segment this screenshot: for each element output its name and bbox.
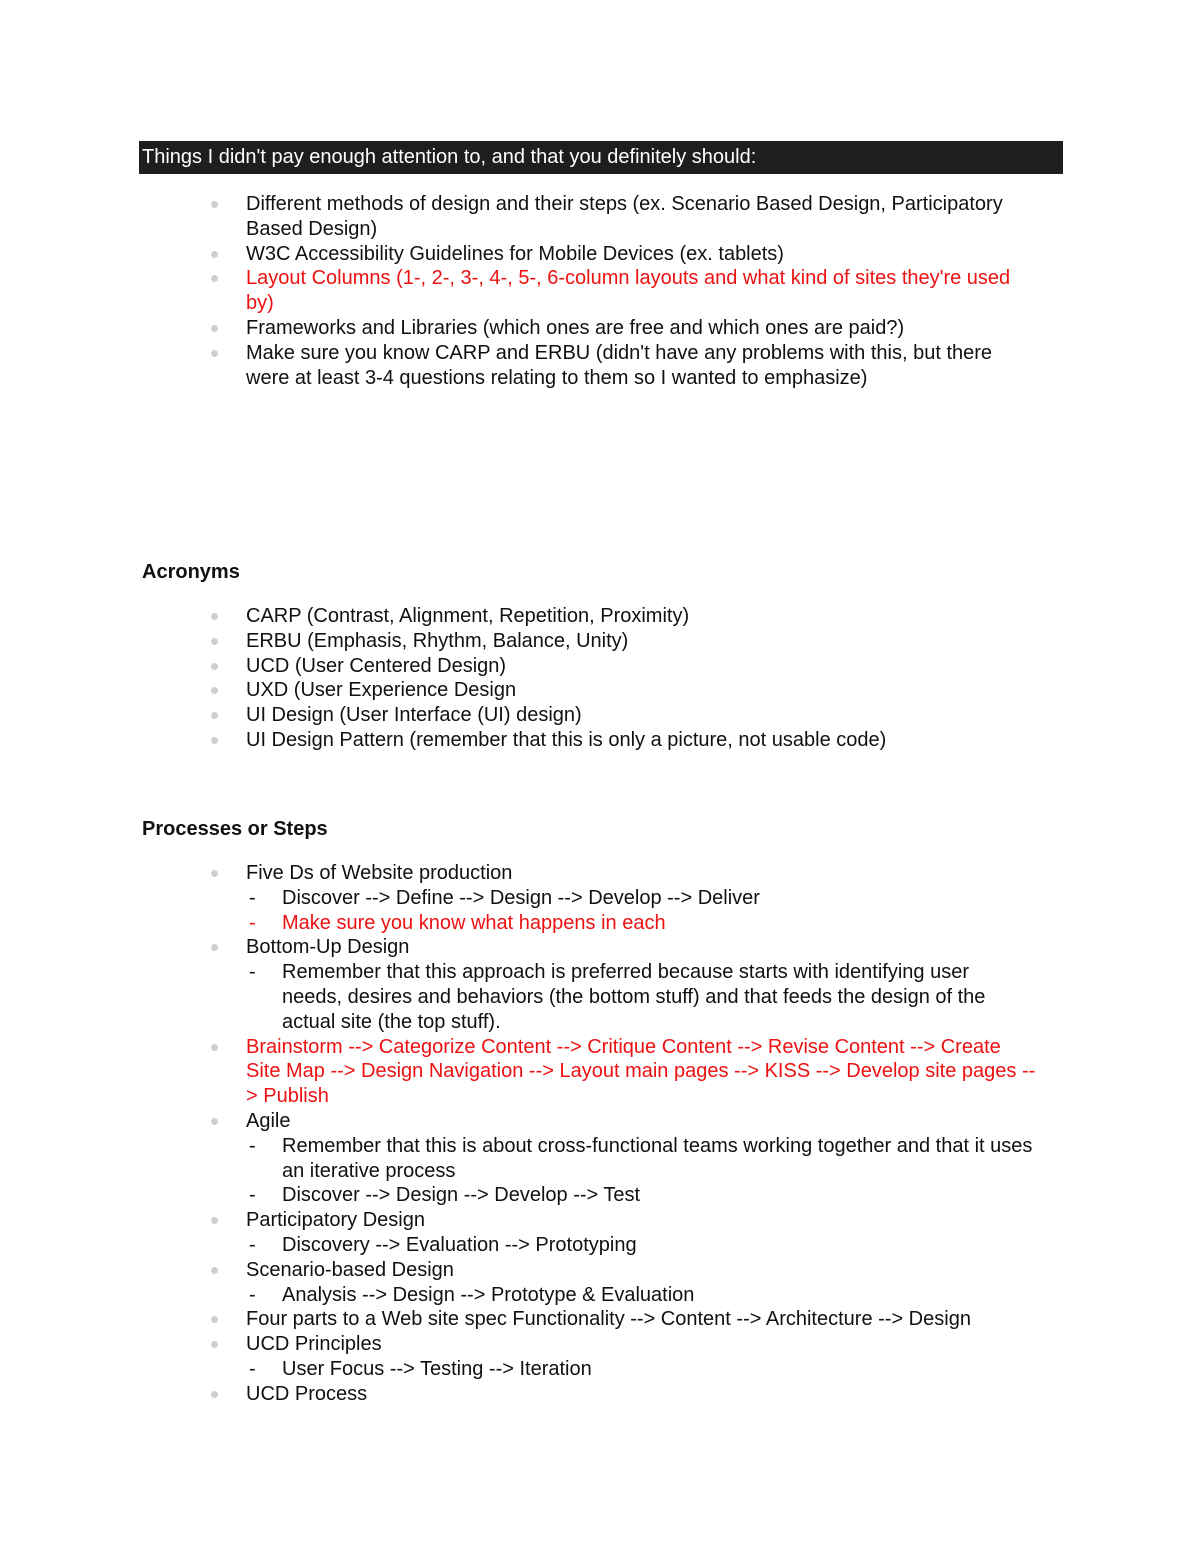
bullet-icon <box>211 325 218 332</box>
bullet-icon <box>211 251 218 258</box>
sub-list-item <box>245 911 1034 936</box>
list-item-text: Frameworks and Libraries (which ones are free and which ones are paid?) <box>246 316 905 339</box>
dash-marker: - <box>249 1233 256 1256</box>
sub-list <box>246 886 1036 936</box>
list-item-text: Scenario-based Design <box>246 1258 454 1281</box>
bullet-icon <box>211 663 218 670</box>
list-item <box>0 1332 1036 1382</box>
list-item-text: Participatory Design <box>246 1209 425 1232</box>
list-item <box>0 728 1036 753</box>
list-item-text: Make sure you know CARP and ERBU (didn't have any problems with this, but there were at least 3-4 questions relating to them so I wanted to emphasize) <box>246 341 993 389</box>
sub-list-item-text: Discover --> Design --> Develop --> Test <box>282 1184 641 1207</box>
bullet-icon <box>211 944 218 951</box>
sub-list <box>246 1233 1036 1258</box>
list-item <box>0 1258 1036 1308</box>
list-item <box>0 1109 1036 1208</box>
processes-heading: Processes or Steps <box>142 818 328 840</box>
sub-list-item-text: Make sure you know what happens in each <box>282 911 666 934</box>
list-item-text: ERBU (Emphasis, Rhythm, Balance, Unity) <box>246 629 629 652</box>
bullet-icon <box>211 613 218 620</box>
bullet-icon <box>211 350 218 357</box>
sub-list-item-text: Analysis --> Design --> Prototype & Evaluation <box>282 1283 695 1306</box>
sub-list-item <box>245 960 1034 1034</box>
list-item <box>0 1035 1036 1109</box>
list-item <box>0 341 1036 391</box>
sub-list-item <box>245 1233 1034 1258</box>
sub-list-item <box>245 1357 1034 1382</box>
list-item-text: UI Design (User Interface (UI) design) <box>246 704 582 727</box>
list-item <box>0 1382 1036 1407</box>
list-item-text: Four parts to a Web site spec Functionality --> Content --> Architecture --> Design <box>246 1308 971 1331</box>
sub-list <box>246 1134 1036 1208</box>
bullet-icon <box>211 1316 218 1323</box>
sub-list-item-text: Discovery --> Evaluation --> Prototyping <box>282 1233 637 1256</box>
bullet-icon <box>211 1044 218 1051</box>
bullet-icon <box>211 737 218 744</box>
sub-list-item <box>245 886 1034 911</box>
sub-list <box>246 1357 1036 1382</box>
sub-list-item-text: Remember that this approach is preferred because starts with identifying user needs, desires and behaviors (the bottom stuff) and that feeds the design of the actual site (the top stuff). <box>282 961 986 1033</box>
bullet-icon <box>211 712 218 719</box>
list-item-text: Bottom-Up Design <box>246 936 410 959</box>
sub-list-item-text: User Focus --> Testing --> Iteration <box>282 1357 592 1380</box>
sub-list-item <box>245 1134 1034 1184</box>
list-item-text: W3C Accessibility Guidelines for Mobile Devices (ex. tablets) <box>246 242 784 265</box>
list-item-text: CARP (Contrast, Alignment, Repetition, Proximity) <box>246 605 690 627</box>
dash-marker: - <box>249 1283 256 1306</box>
dash-marker: - <box>249 1184 256 1207</box>
bullet-icon <box>211 1267 218 1274</box>
list-item-text: UXD (User Experience Design <box>246 679 517 702</box>
bullet-icon <box>211 1217 218 1224</box>
list-item <box>0 192 1036 242</box>
attention-banner: Things I didn't pay enough attention to, and that you definitely should: <box>139 141 1063 174</box>
list-item-text: Agile <box>246 1109 291 1132</box>
dash-marker: - <box>249 911 256 934</box>
sub-list-item-text: Discover --> Define --> Design --> Develop --> Deliver <box>282 886 760 909</box>
list-item-text: UCD Process <box>246 1382 368 1405</box>
list-item <box>0 629 1036 654</box>
list-item <box>0 703 1036 728</box>
list-item <box>0 1208 1036 1258</box>
bullet-icon <box>211 201 218 208</box>
list-item-text: Different methods of design and their steps (ex. Scenario Based Design, Participatory Based Design) <box>246 193 1003 240</box>
bullet-icon <box>211 275 218 282</box>
list-item <box>0 861 1036 935</box>
dash-marker: - <box>249 886 256 909</box>
dash-marker: - <box>249 1357 256 1380</box>
list-item <box>0 242 1036 267</box>
processes-list <box>0 861 1200 1407</box>
sub-list <box>246 1283 1036 1308</box>
list-item-text: Brainstorm --> Categorize Content --> Critique Content --> Revise Content --> Create Site Map --> Design Navigation --> Layout main pages --> KISS --> Develop site pages --> Publish <box>246 1035 1036 1108</box>
list-item <box>0 1307 1036 1332</box>
list-item-text: UCD Principles <box>246 1333 382 1356</box>
list-item <box>0 678 1036 703</box>
list-item-text: UI Design Pattern (remember that this is only a picture, not usable code) <box>246 728 887 751</box>
list-item <box>0 316 1036 341</box>
bullet-icon <box>211 687 218 694</box>
sub-list <box>246 960 1036 1034</box>
bullet-icon <box>211 1118 218 1125</box>
list-item-text: UCD (User Centered Design) <box>246 654 507 677</box>
list-item <box>0 935 1036 1034</box>
bullet-icon <box>211 638 218 645</box>
dash-marker: - <box>249 1134 256 1157</box>
bullet-icon <box>211 870 218 877</box>
sub-list-item <box>245 1283 1034 1308</box>
list-item-text: Layout Columns (1-, 2-, 3-, 4-, 5-, 6-column layouts and what kind of sites they're used by) <box>246 267 1011 315</box>
bullet-icon <box>211 1391 218 1398</box>
sub-list-item <box>245 1183 1034 1208</box>
list-item <box>0 266 1036 316</box>
dash-marker: - <box>249 961 256 984</box>
list-item <box>0 654 1036 679</box>
attention-list <box>0 192 1200 390</box>
sub-list-item-text: Remember that this is about cross-functional teams working together and that it uses an iterative process <box>282 1134 1033 1182</box>
bullet-icon <box>211 1341 218 1348</box>
list-item-text: Five Ds of Website production <box>246 862 513 884</box>
acronyms-heading: Acronyms <box>142 561 240 583</box>
list-item <box>0 604 1036 629</box>
acronyms-list <box>0 604 1200 753</box>
